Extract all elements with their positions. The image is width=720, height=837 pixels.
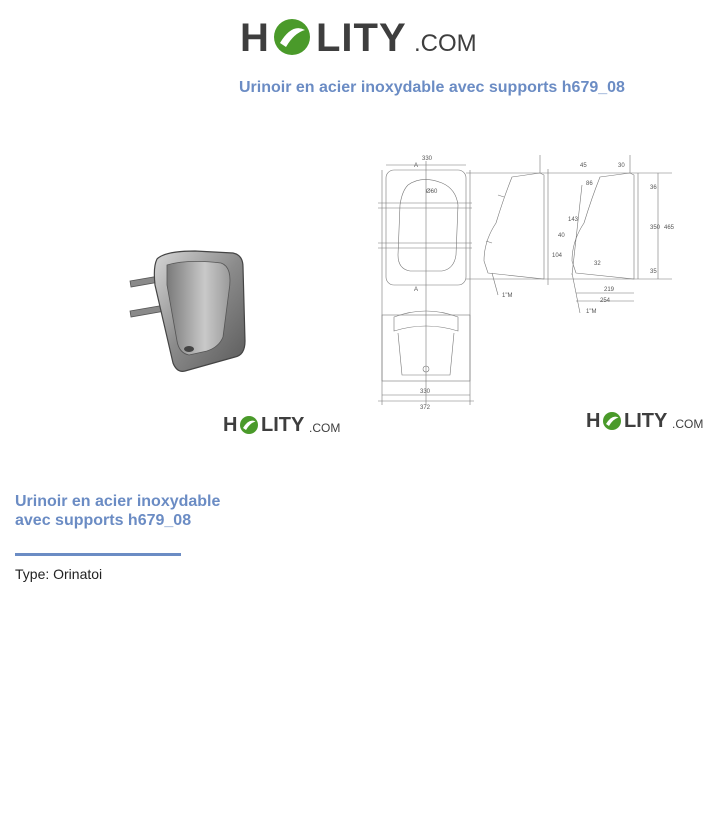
- drawing-label: 45: [580, 163, 587, 169]
- drawing-label: 86: [586, 181, 593, 187]
- drawing-label: 372: [420, 405, 431, 411]
- drawing-label: A: [414, 287, 419, 293]
- page-title: Urinoir en acier inoxydable avec supports h679_08: [239, 79, 625, 96]
- drawing-label: 1"M: [502, 293, 513, 299]
- drawing-label: 1"M: [586, 309, 597, 315]
- logo-suffix: .COM: [309, 421, 341, 435]
- product-type: Type: Orinatoi: [15, 566, 103, 582]
- drawing-label: 350: [650, 225, 661, 231]
- drawing-label: 32: [594, 261, 601, 267]
- holity-watermark: [586, 408, 704, 436]
- logo-text: LITY: [261, 414, 305, 436]
- logo-o-icon: [272, 17, 312, 57]
- holity-watermark: [223, 412, 341, 440]
- title-underline: [15, 553, 181, 556]
- drawing-label: 143: [568, 217, 579, 223]
- drawing-label: 219: [604, 287, 615, 293]
- technical-drawing: [372, 145, 677, 415]
- logo-o-icon: [239, 415, 259, 435]
- product-photo: [125, 245, 255, 385]
- drawing-label: 330: [420, 389, 431, 395]
- drawing-label: 104: [552, 253, 563, 259]
- logo-suffix: .COM: [672, 417, 704, 431]
- drawing-label: 30: [618, 163, 625, 169]
- drawing-label: 330: [422, 156, 433, 162]
- drawing-label: 35: [650, 269, 657, 275]
- logo-letter-h: H: [223, 414, 238, 436]
- holity-logo[interactable]: [240, 10, 490, 66]
- logo-letter-h: H: [586, 410, 601, 432]
- drawing-label: 465: [664, 225, 675, 231]
- logo-text: LITY: [624, 410, 668, 432]
- drawing-label: 36: [650, 185, 657, 191]
- logo-o-icon: [602, 411, 622, 431]
- drawing-label: 40: [558, 233, 565, 239]
- logo-suffix: .COM: [414, 30, 477, 57]
- drawing-label: 254: [600, 298, 611, 304]
- drawing-label: A: [414, 163, 419, 169]
- logo-text: LITY: [316, 16, 407, 60]
- product-title: Urinoir en acier inoxydable avec supports h679_08: [15, 493, 221, 529]
- drawing-label: Ø60: [426, 189, 438, 195]
- logo-letter-h: H: [240, 16, 270, 60]
